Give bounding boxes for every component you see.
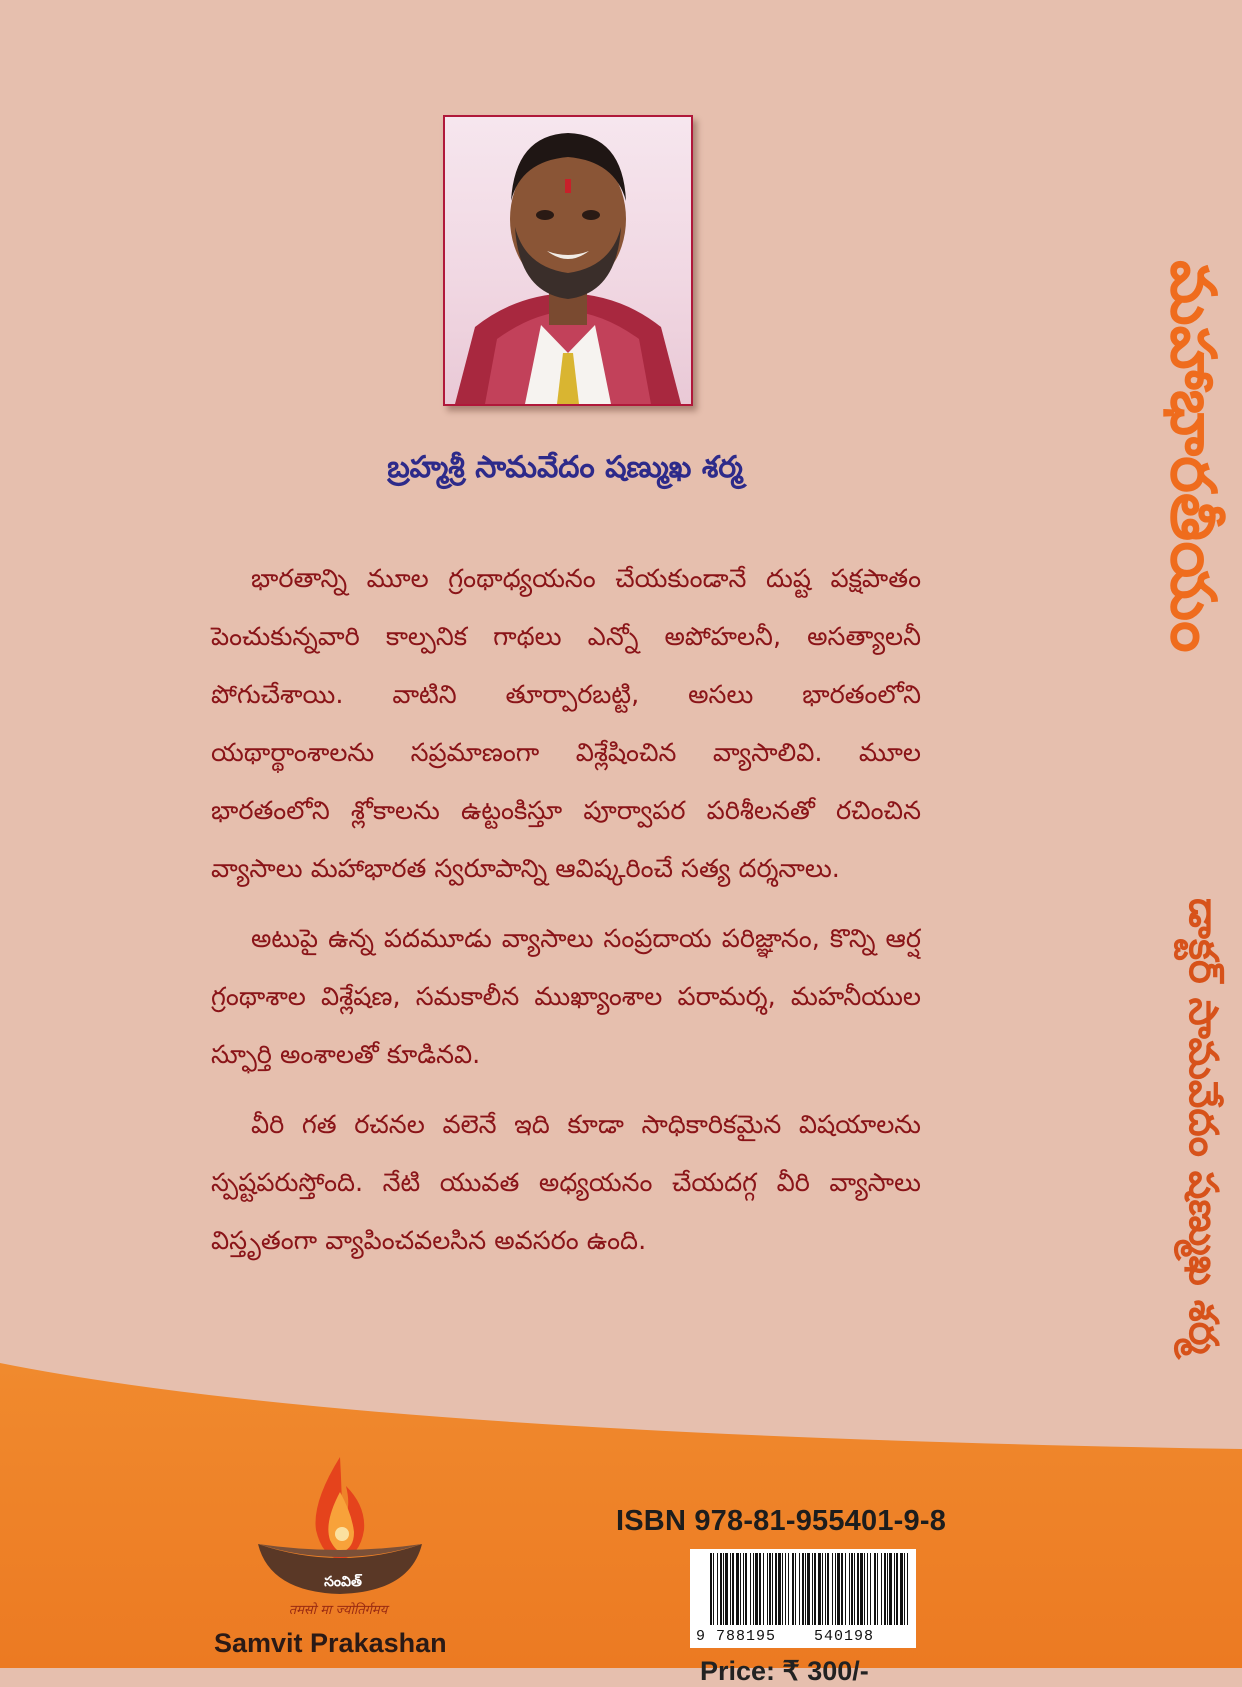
isbn-text: ISBN 978-81-955401-9-8 bbox=[616, 1505, 947, 1537]
logo-tagline: तमसो मा ज्योतिर्गमय bbox=[288, 1603, 388, 1618]
blurb-paragraph: వీరి గత రచనల వలెనే ఇది కూడా సాధికారికమైన విషయాలను స్పష్టపరుస్తోంది. నేటి యువత అధ్యయనం చేయదగ్గ వీరి వ్యాసాలు విస్తృతంగా వ్యాపించవలసిన అవసరం ఉంది. bbox=[211, 1110, 921, 1256]
publisher-name: Samvit Prakashan bbox=[214, 1628, 447, 1658]
barcode-right-digits: 540198 bbox=[814, 1628, 875, 1645]
price: Price: ₹ 300/- bbox=[700, 1656, 869, 1686]
barcode-left-digits: 788195 bbox=[716, 1628, 777, 1645]
author-photo bbox=[443, 115, 693, 406]
barcode bbox=[690, 1549, 916, 1648]
spine-book-title: మహాభారతీయం bbox=[1157, 260, 1230, 653]
blurb-paragraph: భారతాన్ని మూల గ్రంథాధ్యయనం చేయకుండానే దుష్ట పక్షపాతం పెంచుకున్నవారి కాల్పనిక గాథలు ఎన్నో అపోహలనీ, అసత్యాలనీ పోగుచేశాయి. వాటిని తూర్పారబట్టి, అసలు భారతంలోని యథార్థాంశాలను సప్రమాణంగా విశ్లేషించిన వ్యాసాలివి. మూల భారతంలోని శ్లోకాలను ఉట్టంకిస్తూ పూర్వాపర పరిశీలనతో రచించిన వ్యాసాలు మహాభారత స్వరూపాన్ని ఆవిష్కరించే సత్య దర్శనాలు. bbox=[211, 564, 921, 884]
logo-word: సంవిత్ bbox=[324, 1574, 362, 1590]
spine-author-name: డాక్టర్ సామవేదం షణ్ముఖ శర్మ bbox=[1180, 898, 1226, 1355]
blurb bbox=[211, 550, 921, 1282]
barcode-first-digit: 9 bbox=[696, 1628, 706, 1645]
blurb-paragraph: అటుపై ఉన్న పదమూడు వ్యాసాలు సంప్రదాయ పరిజ్ఞానం, కొన్ని ఆర్ష గ్రంథాశాల విశ్లేషణ, సమకాలీన ముఖ్యాంశాల పరామర్శ, మహనీయుల స్ఫూర్తి అంశాలతో కూడినవి. bbox=[211, 924, 921, 1070]
author-name: బ్రహ్మశ్రీ సామవేదం షణ్ముఖ శర్మ bbox=[387, 450, 743, 485]
